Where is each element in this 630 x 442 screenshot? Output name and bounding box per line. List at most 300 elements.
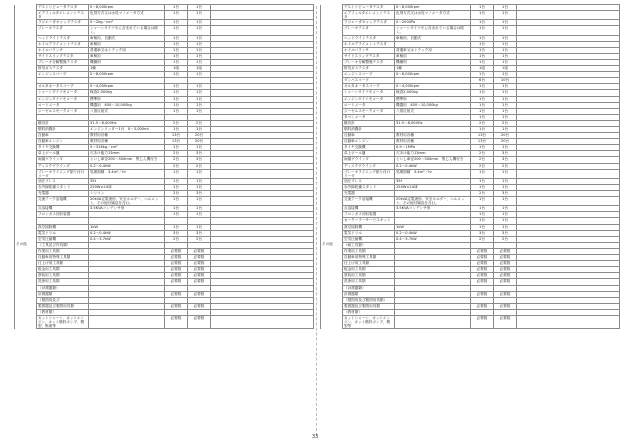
equipment-name-cell: 塗装用工具類 bbox=[343, 273, 395, 279]
spec-cell: 1kW bbox=[89, 224, 165, 230]
quantity-a-cell: 1台 bbox=[165, 206, 188, 212]
quantity-a-cell: 1台 bbox=[165, 102, 188, 108]
spec-cell: 教材用各種 bbox=[89, 133, 165, 139]
quantity-b-cell: 20台 bbox=[494, 139, 517, 145]
quantity-a-cell: 1台 bbox=[471, 47, 494, 53]
quantity-a-cell: 必要数 bbox=[471, 291, 494, 297]
quantity-b-cell: 1台 bbox=[188, 108, 211, 114]
quantity-a-cell: 1台 bbox=[471, 96, 494, 102]
quantity-b-cell: 1台 bbox=[188, 47, 211, 53]
equipment-name-cell: （製図用及び製図用具類） bbox=[343, 297, 395, 303]
spec-cell: 色別方式又は水柱マノメータ方式 bbox=[395, 11, 471, 20]
quantity-b-cell: 2台 bbox=[494, 236, 517, 242]
equipment-name-cell: エンジンダイナモメータ bbox=[37, 96, 89, 102]
quantity-a-cell: 2台 bbox=[471, 163, 494, 169]
quantity-a-cell: 3台 bbox=[165, 230, 188, 236]
quantity-b-cell: 1台 bbox=[494, 84, 517, 90]
equipment-name-cell: 真空掃除機 bbox=[343, 224, 395, 230]
quantity-b-cell: 3台 bbox=[188, 191, 211, 197]
equipment-name-cell: 交流アーク溶接機 bbox=[343, 197, 395, 206]
quantity-a-cell: 1台 bbox=[471, 114, 494, 120]
quantity-a-cell: 1台 bbox=[165, 169, 188, 178]
table-row bbox=[321, 11, 620, 20]
quantity-b-cell: 必要数 bbox=[494, 291, 517, 297]
spec-cell: 車検用 bbox=[395, 53, 471, 59]
quantity-b-cell: 1台 bbox=[188, 126, 211, 132]
table-row bbox=[321, 169, 620, 178]
equipment-name-cell: カークーラーサービスキット bbox=[343, 218, 395, 224]
equipment-name-cell: ロードメータ bbox=[37, 102, 89, 108]
quantity-b-cell: 2台 bbox=[188, 163, 211, 169]
equipment-name-cell: 燃料消費計 bbox=[343, 126, 395, 132]
category-cell bbox=[321, 11, 343, 20]
quantity-b-cell: 必要数 bbox=[188, 303, 211, 309]
equipment-name-cell: ブレーキテスタ bbox=[343, 26, 395, 35]
quantity-a-cell: 1台 bbox=[471, 126, 494, 132]
quantity-a-cell: 2台 bbox=[471, 151, 494, 157]
equipment-name-cell: ダンパスコープ bbox=[343, 78, 395, 84]
page-divider bbox=[316, 6, 317, 436]
quantity-a-cell: 1台 bbox=[165, 47, 188, 53]
spec-cell: 教材用各種 bbox=[395, 133, 471, 139]
spec-cell: 0〜8,000rpm bbox=[89, 5, 165, 11]
equipment-name-cell: ブレーキ分解整備テスタ bbox=[343, 59, 395, 65]
equipment-name-cell: フロンガス回収装置 bbox=[37, 212, 89, 218]
quantity-b-cell: 2台 bbox=[494, 163, 517, 169]
quantity-b-cell: 2台 bbox=[188, 120, 211, 126]
spec-cell: 0〜2kg／cm² bbox=[89, 20, 165, 26]
quantity-b-cell: 1台 bbox=[494, 108, 517, 114]
spec-cell: 教材用各種 bbox=[89, 139, 165, 145]
quantity-a-cell: 1台 bbox=[165, 184, 188, 190]
equipment-name-cell: 洗浄用工具類 bbox=[37, 279, 89, 285]
quantity-b-cell: 1台 bbox=[494, 126, 517, 132]
equipment-name-cell: 卓上ボール盤 bbox=[343, 151, 395, 157]
spec-cell: 穴あけ能力13mm bbox=[89, 151, 165, 157]
quantity-a-cell: 必要数 bbox=[165, 255, 188, 261]
quantity-a-cell: 1台 bbox=[471, 20, 494, 26]
category-cell bbox=[321, 197, 343, 206]
quantity-a-cell: 2台 bbox=[165, 151, 188, 157]
quantity-a-cell: 6台 bbox=[471, 78, 494, 84]
spec-cell: 車検用 bbox=[89, 53, 165, 59]
quantity-b-cell: 1台 bbox=[188, 59, 211, 65]
spec-cell: 機器用 400〜10,000kg bbox=[89, 102, 165, 108]
equipment-name-cell: 真空掃除機 bbox=[37, 224, 89, 230]
equipment-name-cell: 排気ガステスタ bbox=[343, 66, 395, 72]
quantity-a-cell: 1台 bbox=[471, 197, 494, 206]
spec-cell: 3.5KVAコンデンサ形 bbox=[89, 206, 165, 212]
quantity-a-cell: 1台 bbox=[471, 218, 494, 224]
remarks-cell bbox=[211, 11, 314, 20]
equipment-name-cell: 自動車 bbox=[37, 133, 89, 139]
quantity-b-cell: 1台 bbox=[494, 35, 517, 41]
quantity-b-cell: 1台 bbox=[188, 178, 211, 184]
remarks-cell bbox=[211, 169, 314, 178]
quantity-b-cell: 必要数 bbox=[188, 261, 211, 267]
quantity-a-cell: 必要数 bbox=[471, 279, 494, 285]
quantity-b-cell: 1台 bbox=[494, 145, 517, 151]
quantity-a-cell: 1台 bbox=[471, 53, 494, 59]
quantity-b-cell: 1台 bbox=[494, 212, 517, 218]
equipment-name-cell: 自動車用特殊工具類 bbox=[343, 255, 395, 261]
equipment-name-cell: ブレーキテスタ bbox=[37, 26, 89, 35]
table-row bbox=[15, 169, 314, 178]
equipment-name-cell: エンジンダイナモメータ bbox=[343, 96, 395, 102]
equipment-name-cell: 仕上げ用工具類 bbox=[37, 261, 89, 267]
spec-cell: 20kVA定電流形、安全ホルダー、ヘルメット、その他付属品を含む。 bbox=[395, 197, 471, 206]
equipment-name-cell: 充電器 bbox=[37, 191, 89, 197]
quantity-b-cell: 1台 bbox=[188, 84, 211, 90]
quantity-b-cell: 1台 bbox=[494, 96, 517, 102]
quantity-a-cell: 必要数 bbox=[165, 279, 188, 285]
equipment-name-cell: 自動車用特殊工具類 bbox=[37, 255, 89, 261]
equipment-name-cell: 空気圧縮機 bbox=[343, 236, 395, 242]
quantity-a-cell: 必要数 bbox=[165, 291, 188, 297]
equipment-name-cell: ブレーキライニング貼り付けリーダ bbox=[37, 169, 89, 178]
table-row bbox=[15, 197, 314, 206]
quantity-a-cell: 必要数 bbox=[471, 255, 494, 261]
quantity-a-cell: 必要数 bbox=[165, 303, 188, 309]
category-cell bbox=[321, 26, 343, 35]
quantity-a-cell: 1台 bbox=[165, 126, 188, 132]
equipment-name-cell: （製図用及び bbox=[37, 297, 89, 303]
equipment-name-cell: （耐工具類） bbox=[343, 242, 395, 248]
quantity-a-cell: 1台 bbox=[165, 96, 188, 102]
quantity-b-cell: 1台 bbox=[188, 26, 211, 35]
equipment-name-cell: 騒音計 bbox=[37, 120, 89, 126]
spec-cell: 35t bbox=[395, 178, 471, 184]
remarks-cell bbox=[211, 197, 314, 206]
equipment-name-cell: 計測器類 bbox=[37, 291, 89, 297]
quantity-b-cell: 1台 bbox=[494, 218, 517, 224]
equipment-name-cell: ディスクグラインダ bbox=[343, 163, 395, 169]
quantity-b-cell: 2台 bbox=[188, 236, 211, 242]
quantity-b-cell: 2台 bbox=[494, 120, 517, 126]
quantity-a-cell: 2台 bbox=[471, 157, 494, 163]
spec-cell: 0.4〜3.7kW bbox=[395, 236, 471, 242]
equipment-name-cell: カットシャーシ、カットエンジン、カット燃料ポンプ、模型、断面等 bbox=[37, 315, 89, 328]
remarks-cell bbox=[517, 11, 620, 20]
equipment-table-left bbox=[14, 4, 314, 329]
quantity-b-cell: 3台 bbox=[188, 230, 211, 236]
quantity-b-cell: 3台 bbox=[494, 151, 517, 157]
spec-cell: 1種 bbox=[89, 66, 165, 72]
equipment-name-cell: 交流アーク溶接機 bbox=[37, 197, 89, 206]
quantity-a-cell: 1台 bbox=[471, 145, 494, 151]
spec-cell: エンジンリッター1台 0〜3,000ml bbox=[89, 126, 165, 132]
quantity-a-cell: 1台 bbox=[471, 5, 494, 11]
table-row bbox=[321, 197, 620, 206]
equipment-name-cell: エアフィルタエレメントテスタ bbox=[37, 11, 89, 20]
quantity-a-cell: 必要数 bbox=[471, 248, 494, 254]
spec-cell: 3.5KVAコンデンサ形 bbox=[395, 206, 471, 212]
equipment-name-cell: 塗装用工具類 bbox=[37, 273, 89, 279]
quantity-a-cell: 1台 bbox=[165, 224, 188, 230]
quantity-a-cell: 1台 bbox=[165, 197, 188, 206]
quantity-a-cell: 2台 bbox=[471, 191, 494, 197]
quantity-b-cell: 3台 bbox=[188, 157, 211, 163]
quantity-b-cell: 20台 bbox=[494, 133, 517, 139]
spec-cell: シリコン bbox=[89, 191, 165, 197]
equipment-name-cell: オルタネータスコープ bbox=[343, 84, 395, 90]
quantity-b-cell: 1台 bbox=[188, 184, 211, 190]
equipment-name-cell: 油圧プレス bbox=[343, 178, 395, 184]
spec-cell: 0.2〜0.4kW bbox=[89, 163, 165, 169]
page-number: 33 bbox=[311, 434, 319, 440]
spec-cell bbox=[89, 315, 165, 328]
equipment-name-cell: 電気ドリル bbox=[343, 230, 395, 236]
spec-cell: 検査2,000kg bbox=[395, 90, 471, 96]
table-row bbox=[15, 26, 314, 35]
spec-cell: 機種別 bbox=[89, 59, 165, 65]
quantity-b-cell: 1台 bbox=[494, 11, 517, 20]
equipment-name-cell: （計測器類） bbox=[37, 285, 89, 291]
quantity-a-cell: 1台 bbox=[165, 35, 188, 41]
quantity-b-cell: 1台 bbox=[188, 11, 211, 20]
spec-cell: 35t bbox=[89, 178, 165, 184]
quantity-b-cell: 1台 bbox=[188, 72, 211, 78]
quantity-b-cell: 1台 bbox=[188, 96, 211, 102]
table-row bbox=[321, 315, 620, 328]
spec-cell: 20kVA定電流形、安全ホルダー、ヘルメット、その他付属品を含む。 bbox=[89, 197, 165, 206]
spec-cell: 0〜8,000rpm bbox=[395, 72, 471, 78]
equipment-name-cell: 充電器 bbox=[343, 191, 395, 197]
equipment-name-cell: 板金用工具類 bbox=[343, 267, 395, 273]
spec-cell: 検査2,000kg bbox=[89, 90, 165, 96]
spec-cell: 八領反射式 bbox=[395, 108, 471, 114]
quantity-a-cell: 1台 bbox=[165, 178, 188, 184]
spec-cell: 機器用 400〜10,000kg bbox=[395, 102, 471, 108]
equipment-name-cell: 排気ガステスタ bbox=[37, 66, 89, 72]
equipment-name-cell: タイヤ交換機 bbox=[37, 145, 89, 151]
quantity-a-cell: 2台 bbox=[165, 163, 188, 169]
quantity-a-cell: 2台 bbox=[471, 120, 494, 126]
quantity-b-cell: 必要数 bbox=[494, 273, 517, 279]
equipment-name-cell: ホイルアライメントテスタ bbox=[37, 41, 89, 47]
spec-cell: といし車径200〜300mm 集じん機付き bbox=[395, 157, 471, 163]
quantity-a-cell: 1台 bbox=[471, 184, 494, 190]
quantity-a-cell: 必要数 bbox=[165, 315, 188, 328]
quantity-b-cell: 1台 bbox=[188, 206, 211, 212]
spec-cell: 250W×24球 bbox=[89, 184, 165, 190]
quantity-a-cell: 1台 bbox=[471, 178, 494, 184]
equipment-name-cell: シャーシダイナモメータ bbox=[37, 90, 89, 96]
spec-cell: 0.2〜0.4kW bbox=[395, 230, 471, 236]
spec-cell: 色別方式又は水柱マノメータ方式 bbox=[89, 11, 165, 20]
equipment-name-cell: オルタネータスコープ bbox=[37, 84, 89, 90]
quantity-b-cell: 1台 bbox=[188, 53, 211, 59]
quantity-b-cell: 1台 bbox=[494, 114, 517, 120]
equipment-name-cell: ブレーキ分解整備テスタ bbox=[37, 59, 89, 65]
quantity-b-cell: 3台 bbox=[494, 191, 517, 197]
quantity-b-cell: 3台 bbox=[494, 157, 517, 163]
spec-cell: 0.2〜0.4kW bbox=[395, 163, 471, 169]
spec-cell: 0.4〜3.7kW bbox=[89, 236, 165, 242]
spec-cell: 1種 bbox=[395, 66, 471, 72]
quantity-b-cell: 必要数 bbox=[188, 255, 211, 261]
spec-cell: 処理面積 3.4m²／hr bbox=[89, 169, 165, 178]
spec-cell: 標準形 bbox=[89, 96, 165, 102]
spec-cell: 250W×24球 bbox=[395, 184, 471, 190]
quantity-b-cell: 1組 bbox=[494, 66, 517, 72]
equipment-name-cell: 両頭グラインダ bbox=[343, 157, 395, 163]
quantity-b-cell: 1台 bbox=[188, 145, 211, 151]
spec-cell: 穴あけ能力13mm bbox=[395, 151, 471, 157]
quantity-a-cell: 2台 bbox=[165, 236, 188, 242]
equipment-name-cell: 作業用工具類 bbox=[343, 248, 395, 254]
equipment-name-cell: カットシャーシ、カットエンジン、カット燃料ポンプ、模型等 bbox=[343, 315, 395, 328]
quantity-b-cell: 1台 bbox=[494, 197, 517, 206]
spec-cell: 5〜316kg／cm² bbox=[89, 145, 165, 151]
spec-cell: 普通車又はトラック用 bbox=[89, 47, 165, 53]
spec-cell: 車検用、自動式 bbox=[89, 35, 165, 41]
equipment-name-cell: 自動車エンジン bbox=[343, 139, 395, 145]
quantity-b-cell: 必要数 bbox=[494, 267, 517, 273]
equipment-name-cell: ヘッドライトテスタ bbox=[37, 35, 89, 41]
remarks-cell bbox=[211, 315, 314, 328]
quantity-a-cell: 1台 bbox=[165, 90, 188, 96]
spec-cell: 0〜4,000rpm bbox=[395, 84, 471, 90]
equipment-name-cell: フロンガス回収装置 bbox=[343, 212, 395, 218]
quantity-b-cell: 1台 bbox=[494, 184, 517, 190]
equipment-name-cell: エアフィルタエレメントテスタ bbox=[343, 11, 395, 20]
equipment-name-cell: 洗浄用工具類 bbox=[343, 279, 395, 285]
quantity-b-cell: 20台 bbox=[188, 133, 211, 139]
category-cell bbox=[321, 169, 343, 178]
quantity-b-cell: 1台 bbox=[188, 41, 211, 47]
spec-cell bbox=[395, 315, 471, 328]
quantity-a-cell: 必要数 bbox=[471, 273, 494, 279]
equipment-name-cell: デストリビュータテスタ bbox=[343, 5, 395, 11]
equipment-name-cell: 製図器及び製図用具類 bbox=[37, 303, 89, 309]
equipment-name-cell: 燃料消費計 bbox=[37, 126, 89, 132]
quantity-a-cell: 13台 bbox=[471, 139, 494, 145]
quantity-a-cell: 必要数 bbox=[471, 315, 494, 328]
quantity-a-cell: 2台 bbox=[165, 157, 188, 163]
spec-cell: といし車径200〜300mm 集じん機付き bbox=[89, 157, 165, 163]
equipment-name-cell: （工具及び作具類） bbox=[37, 242, 89, 248]
quantity-b-cell: 1台 bbox=[188, 20, 211, 26]
quantity-a-cell: 3台 bbox=[471, 230, 494, 236]
quantity-a-cell: 1台 bbox=[471, 35, 494, 41]
quantity-a-cell: 必要数 bbox=[165, 248, 188, 254]
equipment-name-cell: ホイルバランサ bbox=[343, 47, 395, 53]
equipment-name-cell: 点溶接機 bbox=[343, 206, 395, 212]
quantity-b-cell: 10台 bbox=[494, 78, 517, 84]
remarks-cell bbox=[517, 315, 620, 328]
equipment-name-cell: 両頭グラインダ bbox=[37, 157, 89, 163]
equipment-name-cell: （計測器類） bbox=[343, 285, 395, 291]
quantity-a-cell: 1台 bbox=[471, 206, 494, 212]
remarks-cell bbox=[517, 26, 620, 35]
equipment-name-cell: 点溶接機 bbox=[37, 206, 89, 212]
category-cell bbox=[15, 315, 37, 328]
spec-cell: 1kW bbox=[395, 224, 471, 230]
equipment-name-cell: ロードメータ bbox=[343, 102, 395, 108]
equipment-name-cell: サイドスリップテスタ bbox=[343, 53, 395, 59]
quantity-b-cell: 1台 bbox=[494, 72, 517, 78]
spec-cell: シャーシダイナモに含まれている場合は除く。 bbox=[89, 26, 165, 35]
equipment-name-cell: ホイルアライメントテスタ bbox=[343, 41, 395, 47]
equipment-name-cell: ジーゼルスモークメータ bbox=[37, 108, 89, 114]
quantity-b-cell: 3台 bbox=[188, 151, 211, 157]
equipment-name-cell: 赤外線乾燥スタンド bbox=[343, 184, 395, 190]
quantity-a-cell: 1台 bbox=[471, 224, 494, 230]
equipment-name-cell: ホイルバランサ bbox=[37, 47, 89, 53]
equipment-name-cell: （教材類） bbox=[343, 309, 395, 315]
quantity-b-cell: 必要数 bbox=[494, 248, 517, 254]
quantity-b-cell: 1台 bbox=[494, 26, 517, 35]
quantity-b-cell: 1台 bbox=[188, 102, 211, 108]
equipment-name-cell: 油圧プレス bbox=[37, 178, 89, 184]
quantity-a-cell: 必要数 bbox=[165, 261, 188, 267]
quantity-b-cell: 必要数 bbox=[494, 261, 517, 267]
quantity-a-cell: 1台 bbox=[165, 59, 188, 65]
quantity-b-cell: 3台 bbox=[494, 230, 517, 236]
table-row bbox=[15, 11, 314, 20]
category-cell: その他 bbox=[15, 242, 37, 248]
remarks-cell bbox=[517, 197, 620, 206]
quantity-a-cell: 1台 bbox=[471, 26, 494, 35]
spec-cell: 教材用各種 bbox=[395, 139, 471, 145]
spec-cell: 31.5〜8,000Hz bbox=[395, 120, 471, 126]
quantity-a-cell: 1台 bbox=[471, 59, 494, 65]
equipment-name-cell: 赤外線乾燥スタンド bbox=[37, 184, 89, 190]
category-cell bbox=[321, 315, 343, 328]
quantity-b-cell: 1台 bbox=[494, 41, 517, 47]
equipment-name-cell: 仕上げ用工具類 bbox=[343, 261, 395, 267]
equipment-name-cell: ヘッドライトテスタ bbox=[343, 35, 395, 41]
quantity-a-cell: 1台 bbox=[165, 20, 188, 26]
equipment-name-cell: 騒音計 bbox=[343, 120, 395, 126]
quantity-a-cell: 1台 bbox=[165, 72, 188, 78]
category-cell bbox=[15, 26, 37, 35]
quantity-b-cell: 1台 bbox=[494, 90, 517, 96]
quantity-b-cell: 必要数 bbox=[188, 248, 211, 254]
quantity-a-cell: 必要数 bbox=[471, 267, 494, 273]
equipment-name-cell: 自動車 bbox=[343, 133, 395, 139]
quantity-b-cell: 1台 bbox=[494, 178, 517, 184]
quantity-a-cell: 1台 bbox=[471, 72, 494, 78]
equipment-name-cell: シャーシダイナモメータ bbox=[343, 90, 395, 96]
quantity-a-cell: 必要数 bbox=[471, 261, 494, 267]
equipment-name-cell: ジーゼルスモークメータ bbox=[343, 108, 395, 114]
spec-cell: シャーシダイナモに含まれている場合は除く。 bbox=[395, 26, 471, 35]
quantity-b-cell: 必要数 bbox=[494, 303, 517, 309]
equipment-name-cell: ブレーキライニング貼り付けリーダ bbox=[343, 169, 395, 178]
quantity-a-cell: 1組 bbox=[471, 66, 494, 72]
quantity-a-cell: 1台 bbox=[471, 212, 494, 218]
quantity-a-cell: 1台 bbox=[165, 41, 188, 47]
equipment-name-cell: エンジンスコープ bbox=[343, 72, 395, 78]
quantity-a-cell: 必要数 bbox=[165, 267, 188, 273]
equipment-name-cell: ディスクグラインダ bbox=[37, 163, 89, 169]
spec-cell: 0〜2000Pa bbox=[395, 20, 471, 26]
spec-cell: 0.9〜1MPa bbox=[395, 145, 471, 151]
quantity-a-cell: 1台 bbox=[471, 41, 494, 47]
quantity-b-cell: 必要数 bbox=[188, 291, 211, 297]
quantity-a-cell: 1台 bbox=[165, 5, 188, 11]
quantity-b-cell: 必要数 bbox=[494, 255, 517, 261]
quantity-b-cell: 1台 bbox=[494, 169, 517, 178]
quantity-b-cell: 20台 bbox=[188, 139, 211, 145]
equipment-table-right bbox=[320, 4, 620, 329]
quantity-a-cell: 1台 bbox=[165, 212, 188, 218]
equipment-name-cell: デストリビュータテスタ bbox=[37, 5, 89, 11]
quantity-a-cell: 1台 bbox=[165, 84, 188, 90]
equipment-name-cell: 作業用工具類 bbox=[37, 248, 89, 254]
